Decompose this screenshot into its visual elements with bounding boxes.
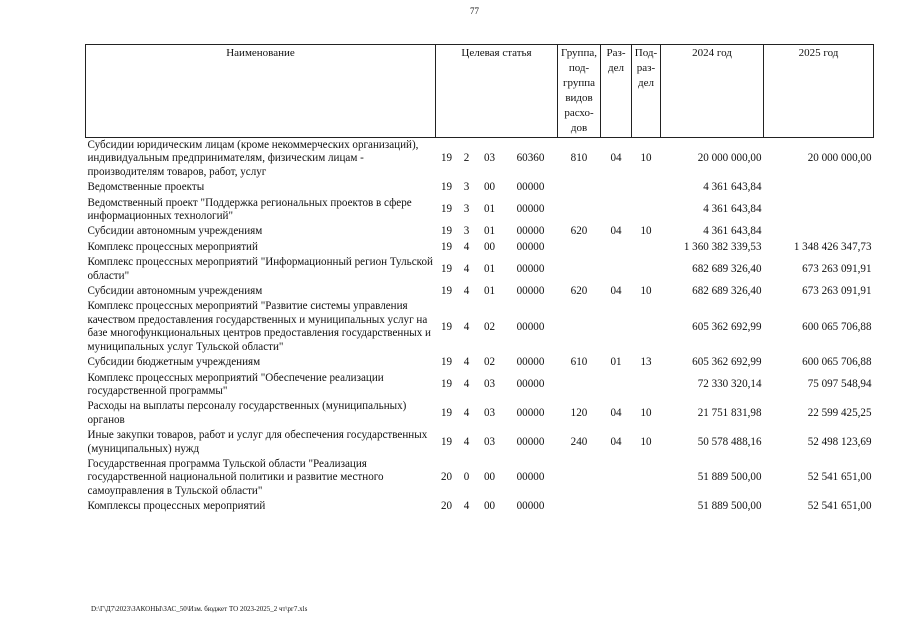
table-row xyxy=(86,196,874,225)
section-code xyxy=(601,499,632,514)
target-code-1: 19 xyxy=(440,378,453,391)
header-2024: 2024 год xyxy=(661,45,764,138)
target-code-1: 19 xyxy=(440,356,453,369)
target-code-4: 00000 xyxy=(516,356,545,369)
target-code-1: 20 xyxy=(440,471,453,484)
subsection-code xyxy=(632,196,661,225)
section-code: 04 xyxy=(610,152,622,165)
target-code-2: 4 xyxy=(463,407,470,420)
expense-group: 610 xyxy=(570,356,588,369)
target-code-4: 00000 xyxy=(516,471,545,484)
section-code: 01 xyxy=(610,356,622,369)
target-code-1: 19 xyxy=(440,320,453,333)
table-row xyxy=(86,180,874,195)
table-row xyxy=(86,299,874,355)
section-code xyxy=(601,457,632,499)
target-code-4: 00000 xyxy=(516,378,545,391)
row-name: Субсидии автономным учреждениям xyxy=(87,285,263,298)
expense-group: 120 xyxy=(570,407,588,420)
amount-2025: 20 000 000,00 xyxy=(807,152,872,165)
target-code-4: 00000 xyxy=(516,435,545,448)
target-code-1: 19 xyxy=(440,435,453,448)
amount-2025: 52 541 651,00 xyxy=(807,500,872,513)
target-code-3: 03 xyxy=(483,152,496,165)
subsection-code: 10 xyxy=(640,152,652,165)
expense-group xyxy=(558,240,601,255)
section-code: 04 xyxy=(610,407,622,420)
target-code-4: 00000 xyxy=(516,262,545,275)
subsection-code xyxy=(632,240,661,255)
table-row xyxy=(86,371,874,400)
subsection-code: 10 xyxy=(640,435,652,448)
target-code-2: 4 xyxy=(463,262,470,275)
subsection-code xyxy=(632,371,661,400)
target-code-4: 00000 xyxy=(516,225,545,238)
header-section: Раз- дел xyxy=(601,45,632,138)
target-code-2: 0 xyxy=(463,471,470,484)
table-row xyxy=(86,399,874,428)
table-row xyxy=(86,240,874,255)
row-name: Расходы на выплаты персоналу государственных (муниципальных) органов xyxy=(87,400,407,426)
amount-2024: 21 751 831,98 xyxy=(697,407,762,420)
target-code-3: 00 xyxy=(483,181,496,194)
row-name: Субсидии автономным учреждениям xyxy=(87,225,263,238)
target-code-2: 3 xyxy=(463,181,470,194)
target-code-1: 19 xyxy=(440,285,453,298)
amount-2024: 50 578 488,16 xyxy=(697,435,762,448)
amount-2024: 1 360 382 339,53 xyxy=(683,240,762,253)
subsection-code xyxy=(632,457,661,499)
target-code-3: 02 xyxy=(483,356,496,369)
table-row xyxy=(86,428,874,457)
target-code-1: 19 xyxy=(440,152,453,165)
amount-2024: 4 361 643,84 xyxy=(703,181,762,194)
row-name: Субсидии юридическим лицам (кроме некоммерческих организаций), индивидуальным предпринимателям, физическим лицам - производителям товаров, работ, услуг xyxy=(87,139,419,178)
section-code xyxy=(601,371,632,400)
target-code-2: 4 xyxy=(463,285,470,298)
expense-group: 240 xyxy=(570,435,588,448)
section-code xyxy=(601,196,632,225)
table-row xyxy=(86,499,874,514)
amount-2024: 4 361 643,84 xyxy=(703,203,762,216)
row-name: Ведомственные проекты xyxy=(87,181,205,194)
amount-2025: 600 065 706,88 xyxy=(802,356,872,369)
section-code: 04 xyxy=(610,285,622,298)
row-name: Комплекс процессных мероприятий "Обеспечение реализации государственной программы" xyxy=(87,371,384,397)
target-code-2: 4 xyxy=(463,356,470,369)
target-code-2: 4 xyxy=(463,240,470,253)
header-2025: 2025 год xyxy=(764,45,874,138)
amount-2025: 75 097 548,94 xyxy=(807,378,872,391)
target-code-1: 19 xyxy=(440,225,453,238)
target-code-4: 00000 xyxy=(516,320,545,333)
target-code-2: 2 xyxy=(463,152,470,165)
expense-group: 810 xyxy=(570,152,588,165)
amount-2025 xyxy=(764,180,874,195)
amount-2025: 52 541 651,00 xyxy=(807,471,872,484)
target-code-2: 4 xyxy=(463,320,470,333)
target-code-3: 00 xyxy=(483,500,496,513)
target-code-3: 03 xyxy=(483,435,496,448)
table-row xyxy=(86,284,874,299)
subsection-code xyxy=(632,299,661,355)
expense-group xyxy=(558,180,601,195)
header-expense-group: Группа, под- группа видов расхо- дов xyxy=(558,45,601,138)
expense-group xyxy=(558,255,601,284)
budget-table xyxy=(85,44,874,515)
target-code-2: 4 xyxy=(463,435,470,448)
target-code-3: 03 xyxy=(483,378,496,391)
amount-2024: 4 361 643,84 xyxy=(703,225,762,238)
expense-group xyxy=(558,371,601,400)
table-header-row xyxy=(86,45,874,138)
header-subsection: Под- раз- дел xyxy=(632,45,661,138)
amount-2024: 20 000 000,00 xyxy=(697,152,762,165)
amount-2024: 51 889 500,00 xyxy=(697,471,762,484)
section-code: 04 xyxy=(610,435,622,448)
subsection-code xyxy=(632,499,661,514)
target-code-1: 19 xyxy=(440,407,453,420)
table-row xyxy=(86,355,874,370)
target-code-1: 19 xyxy=(440,203,453,216)
table-row xyxy=(86,457,874,499)
amount-2025: 600 065 706,88 xyxy=(802,320,872,333)
target-code-4: 00000 xyxy=(516,203,545,216)
table-row xyxy=(86,255,874,284)
amount-2024: 51 889 500,00 xyxy=(697,500,762,513)
row-name: Комплексы процессных мероприятий xyxy=(87,500,266,513)
amount-2025 xyxy=(764,224,874,239)
section-code xyxy=(601,180,632,195)
expense-group xyxy=(558,457,601,499)
amount-2024: 605 362 692,99 xyxy=(692,356,762,369)
target-code-2: 4 xyxy=(463,500,470,513)
subsection-code: 10 xyxy=(640,407,652,420)
expense-group xyxy=(558,499,601,514)
target-code-4: 00000 xyxy=(516,500,545,513)
target-code-3: 03 xyxy=(483,407,496,420)
subsection-code xyxy=(632,255,661,284)
amount-2024: 72 330 320,14 xyxy=(697,378,762,391)
amount-2025: 22 599 425,25 xyxy=(807,407,872,420)
header-name: Наименование xyxy=(86,45,436,138)
row-name: Ведомственный проект "Поддержка региональных проектов в сфере информационных технологий" xyxy=(87,196,412,223)
section-code: 04 xyxy=(610,225,622,238)
amount-2024: 682 689 326,40 xyxy=(692,285,762,298)
target-code-3: 01 xyxy=(483,262,496,275)
target-code-4: 00000 xyxy=(516,285,545,298)
subsection-code xyxy=(632,180,661,195)
header-target-article: Целевая статья xyxy=(436,45,558,138)
target-code-3: 01 xyxy=(483,203,496,216)
section-code xyxy=(601,299,632,355)
row-name: Государственная программа Тульской области "Реализация государственной национальной политики и развитие местного самоуправления в Тульской области" xyxy=(87,457,384,497)
section-code xyxy=(601,255,632,284)
table-row xyxy=(86,138,874,181)
table-row xyxy=(86,224,874,239)
target-code-3: 02 xyxy=(483,320,496,333)
target-code-3: 01 xyxy=(483,225,496,238)
target-code-4: 00000 xyxy=(516,181,545,194)
amount-2024: 605 362 692,99 xyxy=(692,320,762,333)
target-code-2: 3 xyxy=(463,203,470,216)
page-number: 77 xyxy=(470,6,479,16)
expense-group xyxy=(558,299,601,355)
section-code xyxy=(601,240,632,255)
amount-2025 xyxy=(764,196,874,225)
target-code-3: 00 xyxy=(483,240,496,253)
target-code-2: 3 xyxy=(463,225,470,238)
row-name: Комплекс процессных мероприятий "Развитие системы управления качеством предоставления государственных и муниципальных услуг на базе многофункциональных центров предоставления государственных и муниципальных услуг Тульской области" xyxy=(87,300,431,353)
target-code-1: 19 xyxy=(440,181,453,194)
row-name: Субсидии бюджетным учреждениям xyxy=(87,356,261,369)
target-code-2: 4 xyxy=(463,378,470,391)
subsection-code: 10 xyxy=(640,225,652,238)
expense-group: 620 xyxy=(570,225,588,238)
amount-2025: 1 348 426 347,73 xyxy=(793,240,872,253)
row-name: Комплекс процессных мероприятий "Информационный регион Тульской области" xyxy=(87,256,433,282)
amount-2025: 52 498 123,69 xyxy=(807,435,872,448)
amount-2025: 673 263 091,91 xyxy=(802,285,872,298)
row-name: Комплекс процессных мероприятий xyxy=(87,240,258,253)
expense-group xyxy=(558,196,601,225)
target-code-1: 19 xyxy=(440,262,453,275)
subsection-code: 10 xyxy=(640,285,652,298)
expense-group: 620 xyxy=(570,285,588,298)
target-code-4: 00000 xyxy=(516,240,545,253)
target-code-1: 19 xyxy=(440,240,453,253)
target-code-3: 00 xyxy=(483,471,496,484)
target-code-3: 01 xyxy=(483,285,496,298)
amount-2024: 682 689 326,40 xyxy=(692,262,762,275)
target-code-1: 20 xyxy=(440,500,453,513)
target-code-4: 00000 xyxy=(516,407,545,420)
amount-2025: 673 263 091,91 xyxy=(802,262,872,275)
file-path-footer: D:\Г\Д7\2023\ЗАКОНЫ\ЗАС_50\Изм. бюджет ТО 2023-2025_2 чт\рг7.xls xyxy=(91,605,308,613)
target-code-4: 60360 xyxy=(516,152,545,165)
subsection-code: 13 xyxy=(640,356,652,369)
row-name: Иные закупки товаров, работ и услуг для обеспечения государственных (муниципальных) нужд xyxy=(87,429,428,455)
